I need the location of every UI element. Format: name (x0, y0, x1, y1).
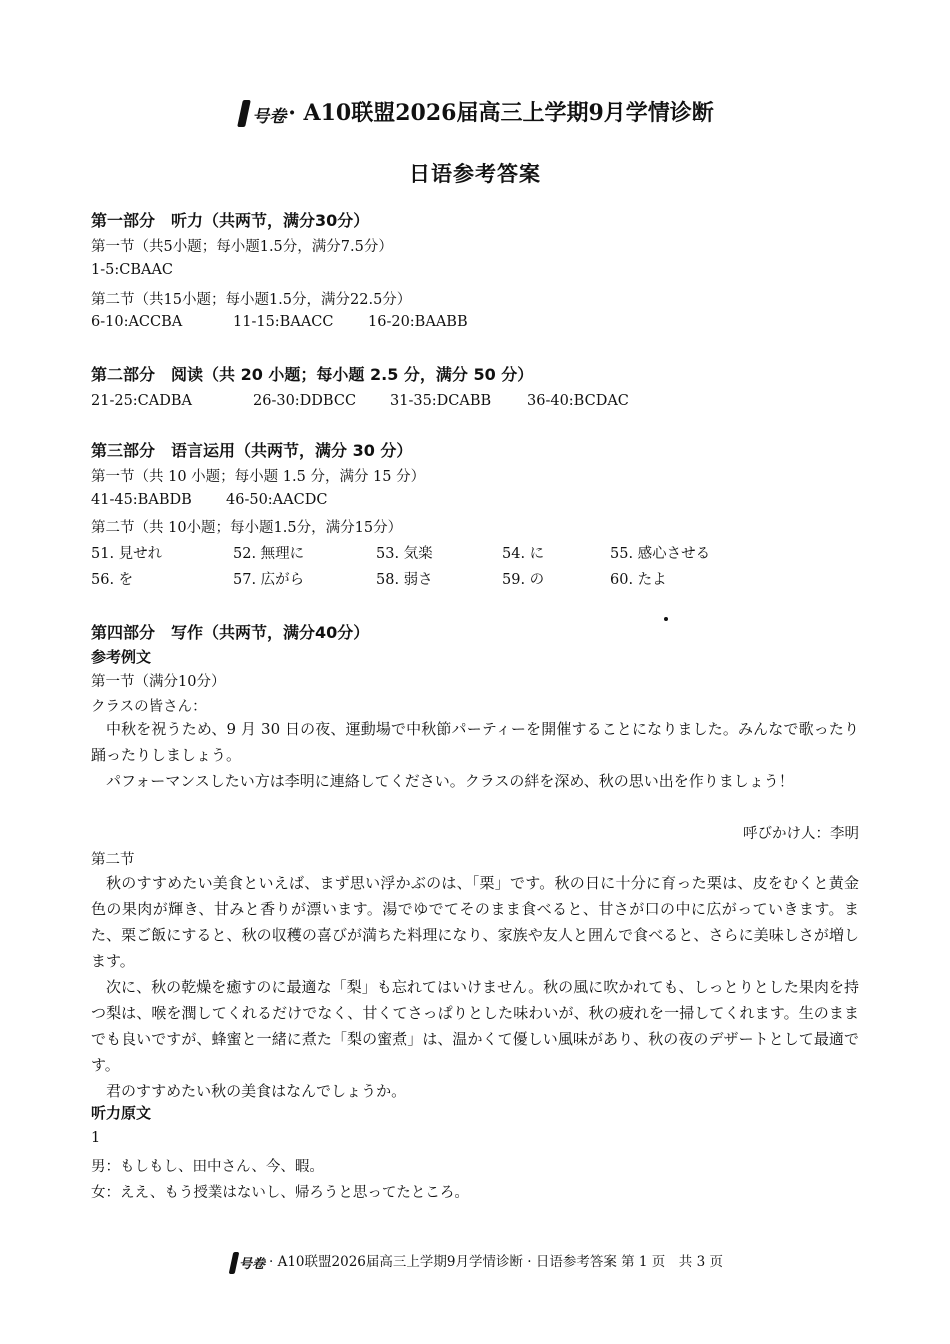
footer-logo: 号卷 (227, 1251, 269, 1275)
essay-paragraph: 秋のすすめたい美食といえば、まず思い浮かぶのは、「栗」です。秋の日に十分に育った栗は、皮をむくと黄金色の果肉が輝き、甘みと香りが漂います。湯でゆでてそのまま食べると、甘さが口の中に広がっていきます。また、栗ご飯にすると、秋の収穫の喜びが満ちた料理になり、家族や友人と囲んで食べると、さらに美味しさが増します。 (91, 874, 859, 970)
letter-greeting: クラスの皆さん： (91, 699, 207, 715)
dialogue-line: 男：もしもし、田中さん、今、暇。 (91, 1159, 324, 1175)
answer-group: 21-25:CADBA (91, 393, 193, 409)
part1-sec2-title: 第二节（共15小题；每小题1.5分，满分22.5分） (91, 292, 412, 308)
letter-signature: 呼びかけ人：李明 (743, 826, 859, 842)
answer-item: 56. を (91, 572, 134, 588)
answer-group: 31-35:DCABB (390, 393, 492, 409)
answer-group: 1-5:CBAAC (91, 262, 174, 278)
answer-group: 41-45:BABDB (91, 492, 192, 508)
brand-logo: 号卷 (236, 99, 288, 129)
essay-paragraph: パフォーマンスしたい方は李明に連絡してください。クラスの絆を深め、秋の思い出を作りましょう！ (106, 772, 794, 790)
answer-group: 16-20:BAABB (368, 314, 468, 330)
part4-sec2-title: 第二节 (91, 852, 135, 868)
answer-item: 60. たよ (610, 572, 667, 588)
answer-group: 11-15:BAACC (233, 314, 334, 330)
part3-sec2-title: 第二节（共 10小题；每小题1.5分，满分15分） (91, 520, 403, 536)
listening-heading: 听力原文 (91, 1104, 152, 1122)
essay-paragraph: 君のすすめたい秋の美食はなんでしょうか。 (106, 1082, 407, 1100)
part2-heading: 第二部分 阅读（共 20 小题；每小题 2.5 分，满分 50 分） (91, 365, 534, 384)
part1-heading: 第一部分 听力（共两节，满分30分） (91, 211, 370, 230)
answer-group: 46-50:AACDC (226, 492, 328, 508)
part4-heading: 第四部分 写作（共两节，满分40分） (91, 623, 370, 642)
part3-heading: 第三部分 语言运用（共两节，满分 30 分） (91, 441, 413, 460)
document-subtitle: 日语参考答案 (409, 161, 541, 186)
part1-sec1-title: 第一节（共5小题；每小题1.5分，满分7.5分） (91, 239, 393, 255)
answer-item: 52. 無理に (233, 546, 305, 562)
dialogue-line: 女：ええ、もう授業はないし、帰ろうと思ってたところ。 (91, 1185, 469, 1201)
listening-number: 1 (91, 1130, 101, 1146)
answer-item: 54. に (502, 546, 545, 562)
answer-item: 59. の (502, 572, 545, 588)
answer-group: 6-10:ACCBA (91, 314, 183, 330)
answer-group: 36-40:BCDAC (527, 393, 629, 409)
essay-paragraph: 中秋を祝うため、9 月 30 日の夜、運動場で中秋節パーティーを開催することになりました。みんなで歌ったり踊ったりしましょう。 (91, 720, 859, 764)
answer-item: 53. 気楽 (376, 546, 433, 562)
answer-item: 58. 弱さ (376, 572, 433, 588)
part4-sec1-title: 第一节（满分10分） (91, 674, 226, 690)
example-label: 参考例文 (91, 648, 152, 666)
stray-dot (664, 617, 668, 621)
answer-item: 55. 感心させる (610, 546, 711, 562)
part3-sec1-title: 第一节（共 10 小题；每小题 1.5 分，满分 15 分） (91, 469, 426, 485)
page-footer: 号卷 · A10联盟2026届高三上学期9月学情诊断 · 日语参考答案 第 1 页 共 3 页 (0, 1250, 950, 1275)
answer-group: 26-30:DDBCC (253, 393, 357, 409)
answer-item: 57. 広がら (233, 572, 305, 588)
page-title: 号卷 · A10联盟2026届高三上学期9月学情诊断 (0, 96, 950, 129)
answer-item: 51. 見せれ (91, 546, 163, 562)
essay-paragraph: 次に、秋の乾燥を癒すのに最適な「梨」も忘れてはいけません。秋の風に吹かれても、しっとりとした果肉を持つ梨は、喉を潤してくれるだけでなく、甘くてさっぱりとした味わいが、秋の疲れを一掃してくれます。生のままでも良いですが、蜂蜜と一緒に煮た「梨の蜜煮」は、温かくて優しい風味があり、秋の夜のデザートとして最適です。 (91, 978, 859, 1074)
